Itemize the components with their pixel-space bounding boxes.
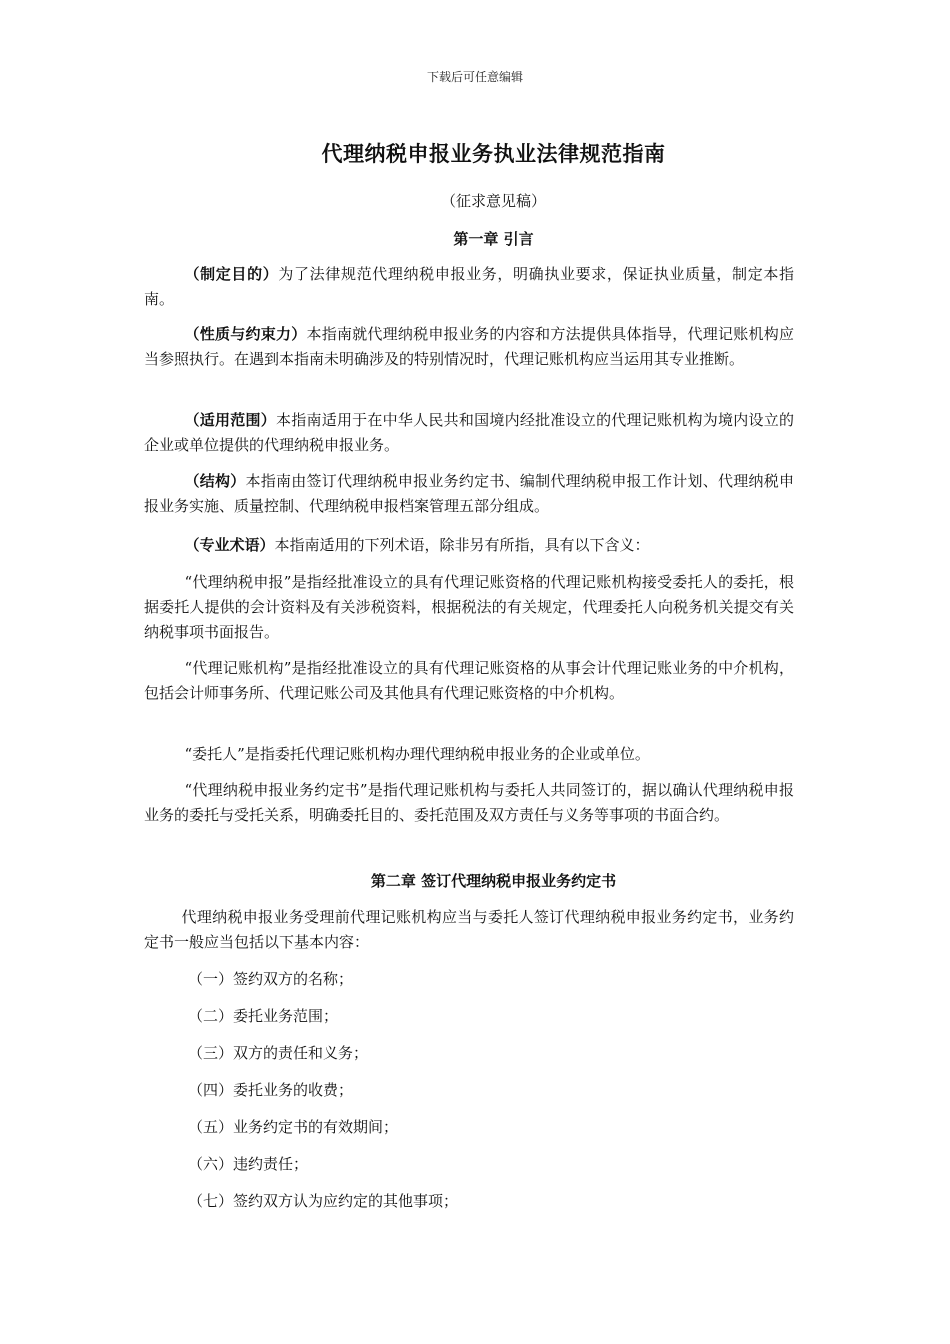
paragraph-nature bbox=[144, 322, 794, 372]
paragraph-text: “代理纳税申报业务约定书”是指代理记账机构与委托人共同签订的，据以确认代理纳税申报业务的委托与受托关系，明确委托目的、委托范围及双方责任与义务等事项的书面合约。 bbox=[144, 781, 794, 824]
paragraph-text: “代理纳税申报”是指经批准设立的具有代理记账资格的代理记账机构接受委托人的委托，根据委托人提供的会计资料及有关涉税资料，根据税法的有关规定，代理委托人向税务机关提交有关纳税事项书面报告。 bbox=[144, 573, 794, 641]
paragraph-terms bbox=[144, 533, 794, 558]
paragraph-text: 为了法律规范代理纳税申报业务，明确执业要求，保证执业质量，制定本指南。 bbox=[144, 265, 794, 308]
chapter-2-intro: 代理纳税申报业务受理前代理记账机构应当与委托人签订代理纳税申报业务约定书，业务约定书一般应当包括以下基本内容： bbox=[144, 908, 794, 951]
paragraph-lead: （制定目的） bbox=[184, 265, 279, 283]
definition-agency bbox=[144, 656, 794, 706]
list-item: （三）双方的责任和义务； bbox=[188, 1044, 369, 1062]
definition-engagement-letter bbox=[144, 778, 794, 828]
paragraph-text: 本指南适用于在中华人民共和国境内经批准设立的代理记账机构为境内设立的企业或单位提供的代理纳税申报业务。 bbox=[144, 411, 794, 454]
paragraph-text: “委托人”是指委托代理记账机构办理代理纳税申报业务的企业或单位。 bbox=[184, 745, 650, 763]
header-note: 下载后可任意编辑 bbox=[426, 70, 523, 84]
chapter-2-heading: 第二章 签订代理纳税申报业务约定书 bbox=[370, 872, 617, 890]
list-item: （二）委托业务范围； bbox=[188, 1007, 339, 1025]
paragraph-text: 本指南适用的下列术语，除非另有所指，具有以下含义： bbox=[274, 536, 650, 554]
paragraph-text: “代理记账机构”是指经批准设立的具有代理记账资格的从事会计代理记账业务的中介机构，包括会计师事务所、代理记账公司及其他具有代理记账资格的中介机构。 bbox=[144, 659, 794, 702]
paragraph-lead: （专业术语） bbox=[184, 536, 275, 554]
document-subtitle: （征求意见稿） bbox=[440, 192, 546, 210]
paragraph-structure bbox=[144, 469, 794, 519]
paragraph-lead: （性质与约束力） bbox=[184, 325, 307, 343]
paragraph-lead: （适用范围） bbox=[184, 411, 276, 429]
list-item: （六）违约责任； bbox=[188, 1155, 309, 1173]
paragraph-lead: （结构） bbox=[184, 472, 246, 490]
paragraph-text: 本指南就代理纳税申报业务的内容和方法提供具体指导，代理记账机构应当参照执行。在遇到本指南未明确涉及的特别情况时，代理记账机构应当运用其专业推断。 bbox=[144, 325, 794, 368]
document-title: 代理纳税申报业务执业法律规范指南 bbox=[321, 141, 666, 166]
paragraph-text: 本指南由签订代理纳税申报业务约定书、编制代理纳税申报工作计划、代理纳税申报业务实施、质量控制、代理纳税申报档案管理五部分组成。 bbox=[144, 472, 794, 515]
list-item: （一）签约双方的名称； bbox=[188, 970, 354, 988]
list-item: （七）签约双方认为应约定的其他事项； bbox=[188, 1192, 459, 1210]
list-item: （五）业务约定书的有效期间； bbox=[188, 1118, 399, 1136]
list-item: （四）委托业务的收费； bbox=[188, 1081, 354, 1099]
definition-client bbox=[144, 742, 794, 767]
chapter-1-heading: 第一章 引言 bbox=[453, 230, 534, 248]
paragraph-scope bbox=[144, 408, 794, 458]
paragraph-purpose bbox=[144, 262, 794, 312]
definition-tax-filing bbox=[144, 570, 794, 645]
